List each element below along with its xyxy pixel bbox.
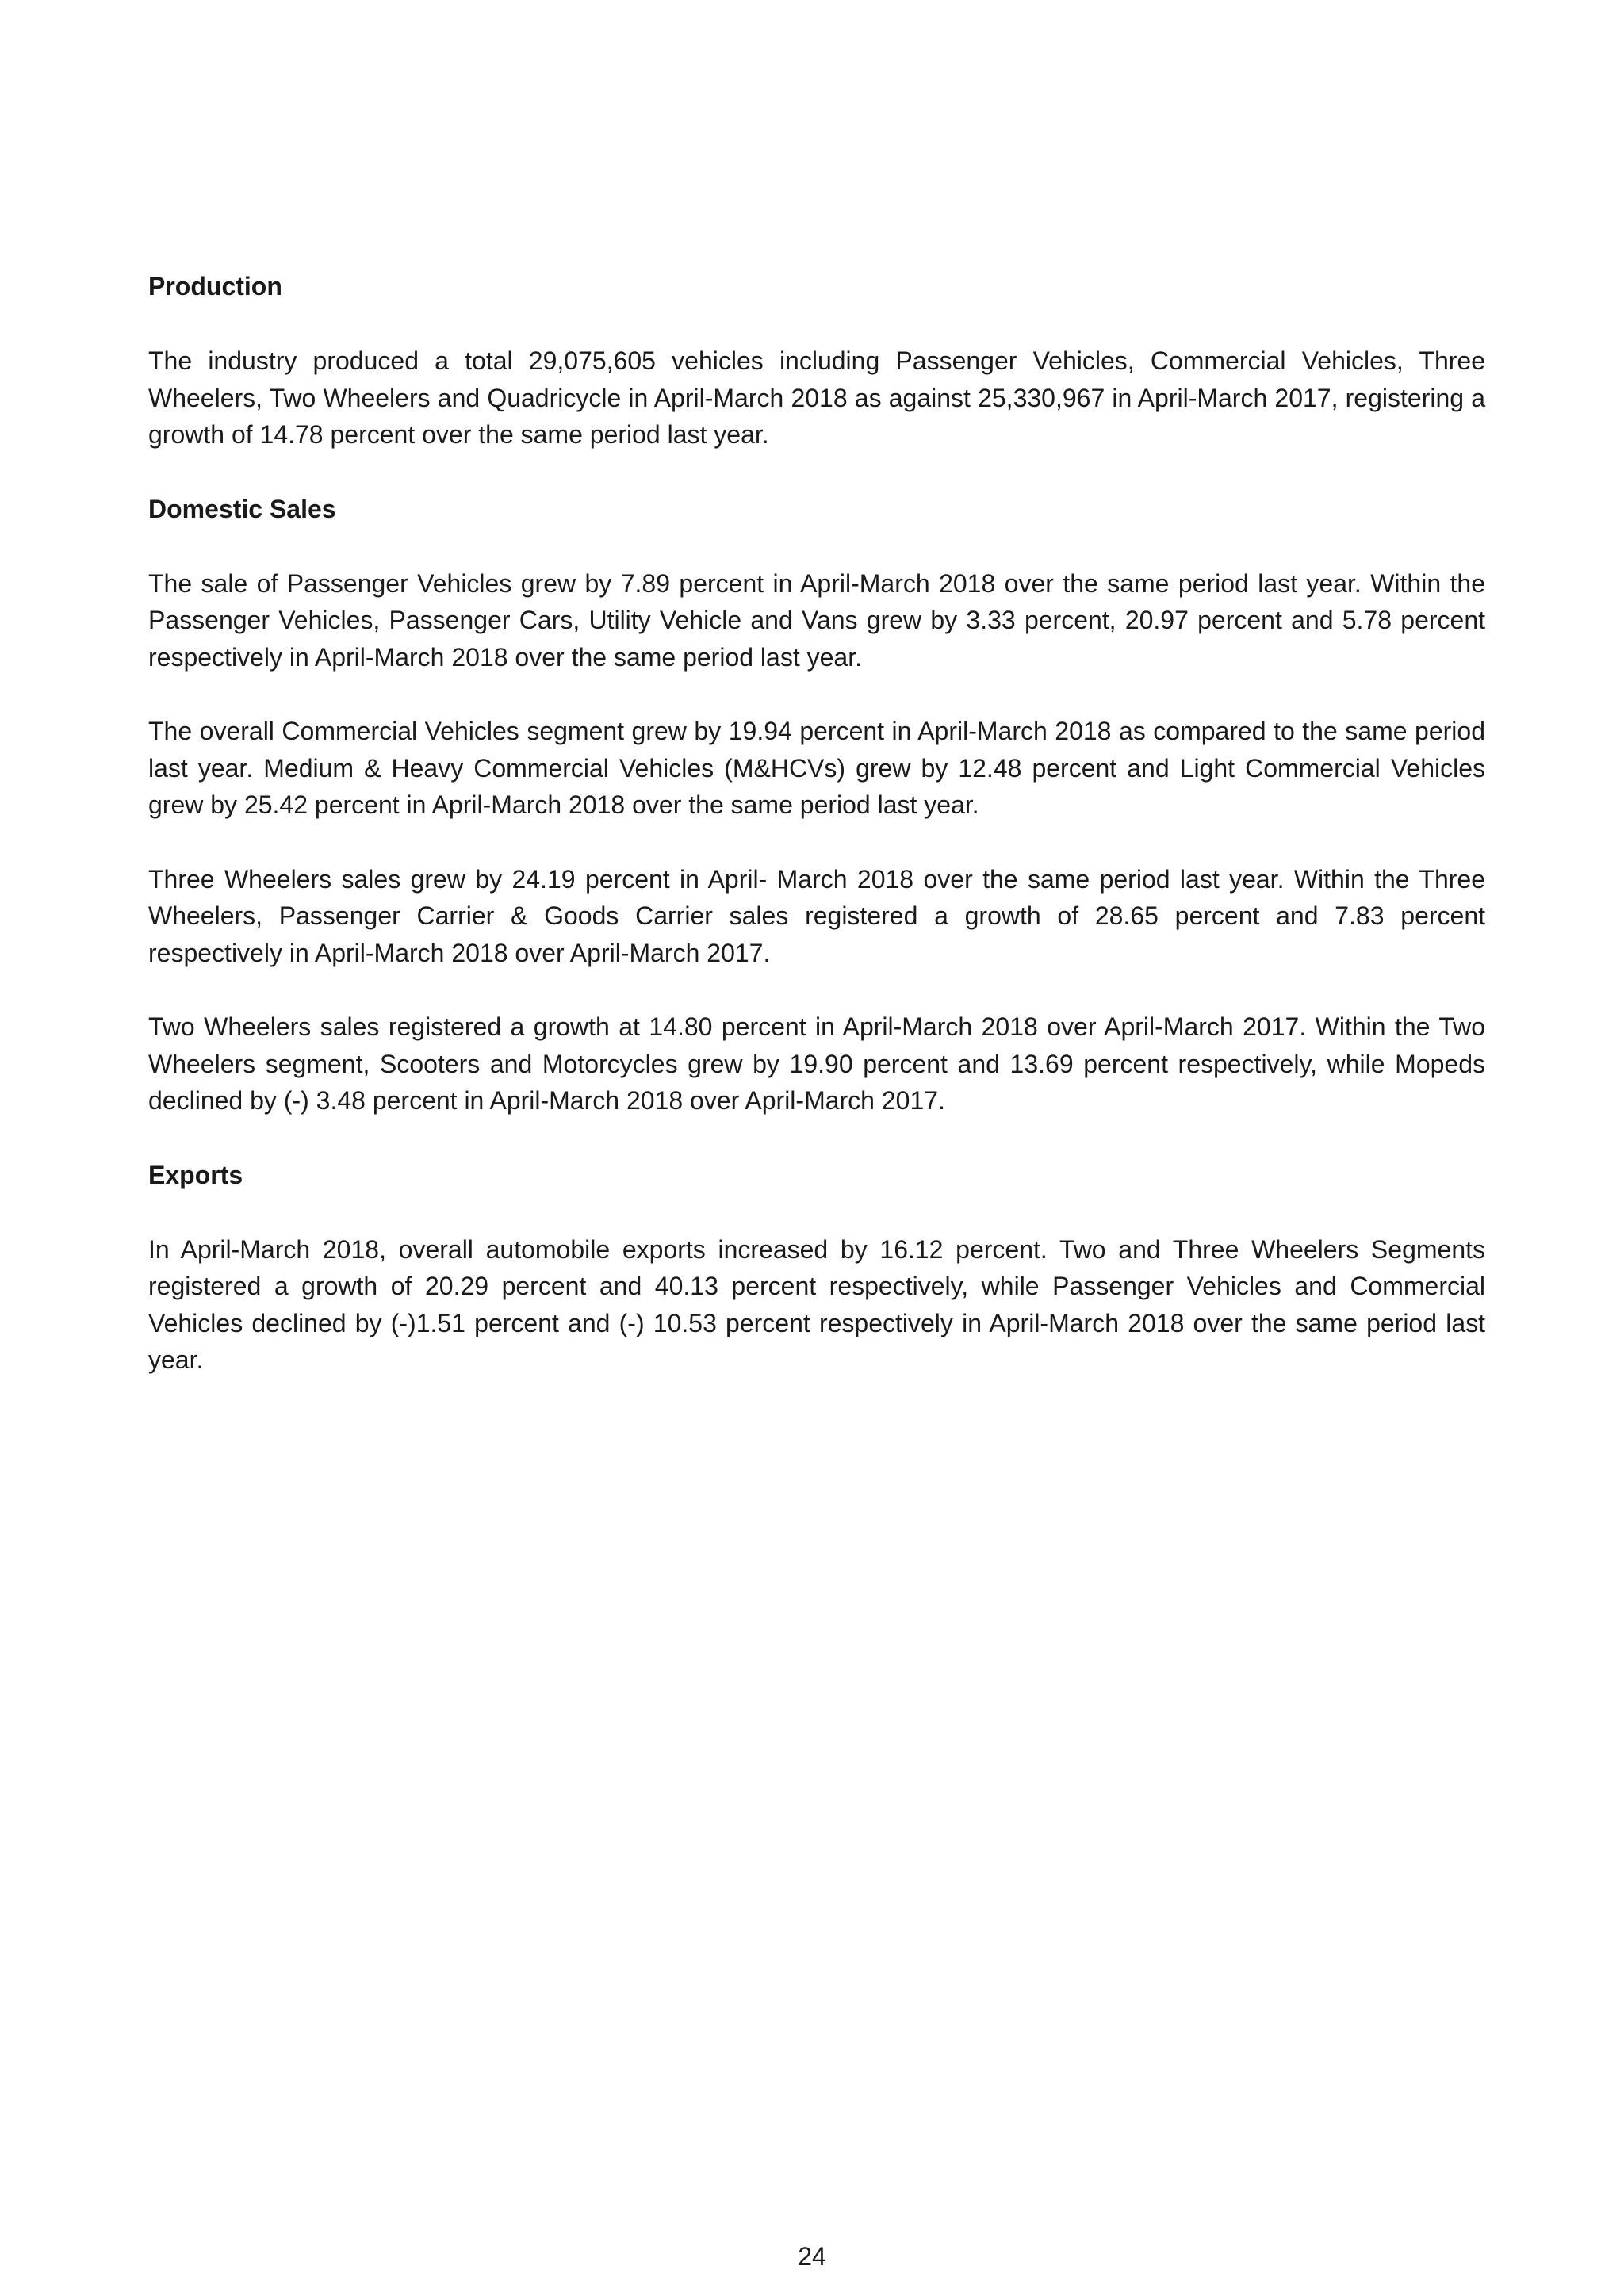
- paragraph-production-1: The industry produced a total 29,075,605 vehicles including Passenger Vehicles, Commercial Vehicles, Three Wheelers, Two Wheelers and Quadricycle in April-March 2018 as against 25,330,967 in April-March 2017, registering a growth of 14.78 percent over the same period last year.: [148, 346, 1485, 449]
- paragraph-two-wheelers: Two Wheelers sales registered a growth at 14.80 percent in April-March 2018 over April-March 2017. Within the Two Wheelers segment, Scooters and Motorcycles grew by 19.90 percent and 13.69 percent respectively, while Mopeds declined by (-) 3.48 percent in April-March 2018 over April-March 2017.: [148, 1012, 1485, 1115]
- paragraph-passenger-vehicles: The sale of Passenger Vehicles grew by 7.89 percent in April-March 2018 over the same period last year. Within the Passenger Vehicles, Passenger Cars, Utility Vehicle and Vans grew by 3.33 percent, 20.97 percent and 5.78 percent respectively in April-March 2018 over the same period last year.: [148, 568, 1485, 672]
- page-content: [148, 268, 1485, 1416]
- section-domestic-sales: [148, 491, 1485, 1119]
- section-heading-exports: Exports: [148, 1160, 243, 1189]
- section-heading-production: Production: [148, 272, 282, 300]
- paragraph-exports: In April-March 2018, overall automobile exports increased by 16.12 percent. Two and Three Wheelers Segments registered a growth of 20.29 percent and 40.13 percent respectively, while Passenger Vehicles and Commercial Vehicles declined by (-)1.51 percent and (-) 10.53 percent respectively in April-March 2018 over the same period last year.: [148, 1234, 1485, 1374]
- paragraph-three-wheelers: Three Wheelers sales grew by 24.19 percent in April- March 2018 over the same period last year. Within the Three Wheelers, Passenger Carrier & Goods Carrier sales registered a growth of 28.65 percent and 7.83 percent respectively in April-March 2018 over April-March 2017.: [148, 864, 1485, 967]
- section-exports: [148, 1157, 1485, 1379]
- paragraph-commercial-vehicles: The overall Commercial Vehicles segment grew by 19.94 percent in April-March 2018 as compared to the same period last year. Medium & Heavy Commercial Vehicles (M&HCVs) grew by 12.48 percent and Light Commercial Vehicles grew by 25.42 percent in April-March 2018 over the same period last year.: [148, 717, 1485, 819]
- section-production: [148, 268, 1485, 453]
- page-number: 24: [798, 2242, 826, 2271]
- section-heading-domestic-sales: Domestic Sales: [148, 494, 336, 523]
